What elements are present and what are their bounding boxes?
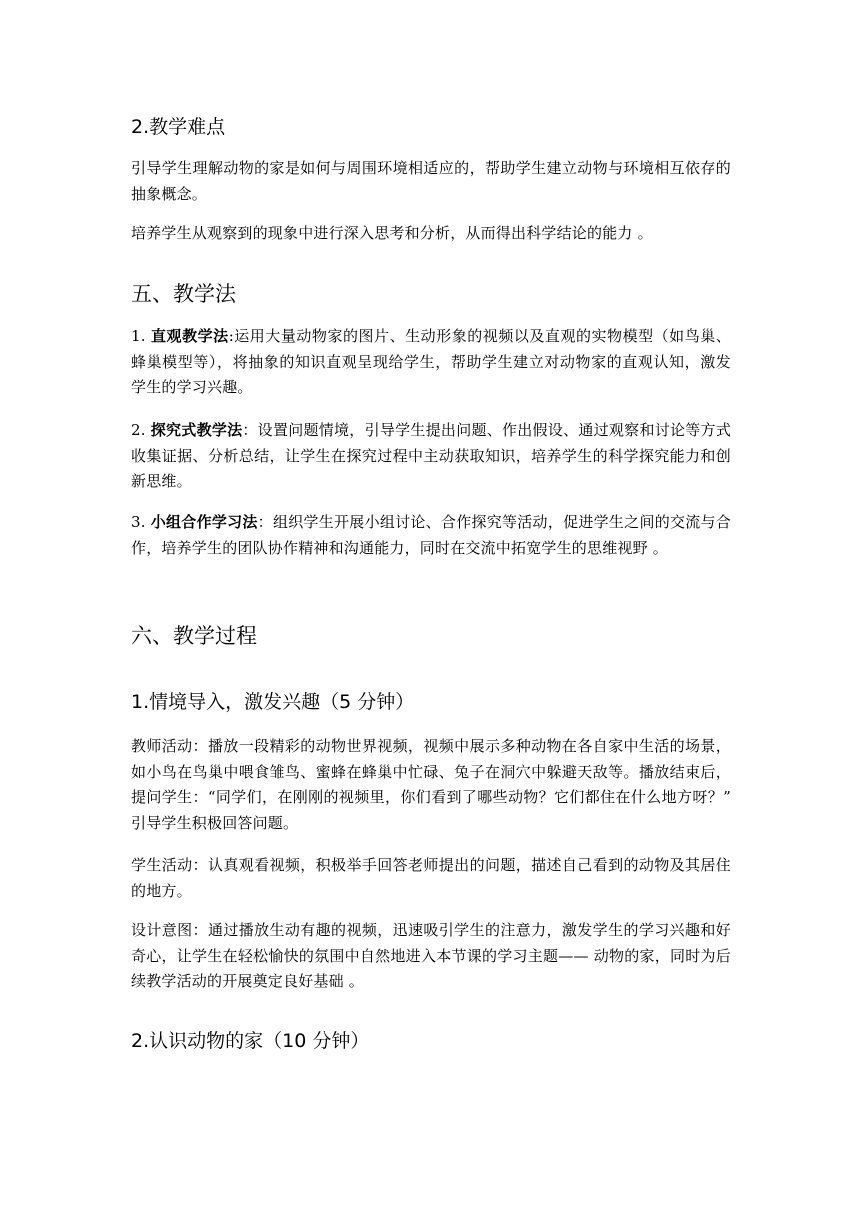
method-item-3-text: ：组织学生开展小组讨论、合作探究等活动，促进学生之间的交流与合作，培养学生的团队协作精神和沟通能力，同时在交流中拓宽学生的思维视野 。 (131, 513, 731, 557)
method-item-1 (131, 324, 731, 401)
method-item-2-term: 探究式教学法 (150, 421, 243, 439)
method-item-2 (131, 418, 731, 495)
step1-design-intent: 设计意图：通过播放生动有趣的视频，迅速吸引学生的注意力，激发学生的学习兴趣和好奇心，让学生在轻松愉快的氛围中自然地进入本节课的学习主题—— 动物的家，同时为后续教学活动的开展奠定良好基础 。 (131, 921, 731, 990)
difficulty-paragraph-1: 引导学生理解动物的家是如何与周围环境相适应的，帮助学生建立动物与环境相互依存的抽象概念。 (131, 159, 731, 203)
difficulty-paragraph-2: 培养学生从观察到的现象中进行深入思考和分析，从而得出科学结论的能力 。 (131, 224, 653, 242)
method-item-1-term: 直观教学法 (151, 327, 229, 345)
method-item-3-term: 小组合作学习法 (150, 513, 258, 531)
method-item-1-text: :运用大量动物家的图片、生动形象的视频以及直观的实物模型（如鸟巢、蜂巢模型等），将抽象的知识直观呈现给学生，帮助学生建立对动物家的直观认知，激发学生的学习兴趣。 (131, 327, 731, 396)
section-heading-process: 六、教学过程 (131, 624, 257, 648)
method-item-2-number: 2. (131, 421, 151, 439)
step1-teacher-activity: 教师活动：播放一段精彩的动物世界视频，视频中展示多种动物在各自家中生活的场景，如小鸟在鸟巢中喂食雏鸟、蜜蜂在蜂巢中忙碌、兔子在洞穴中躲避天敌等。播放结束后，提问学生：“同学们，在刚刚的视频里，你们看到了哪些动物？它们都住在什么地方呀？” 引导学生积极回答问题。 (131, 737, 731, 832)
section-heading-methods: 五、教学法 (131, 282, 236, 306)
method-item-2-text: ：设置问题情境，引导学生提出问题、作出假设、通过观察和讨论等方式收集证据、分析总结，让学生在探究过程中主动获取知识，培养学生的科学探究能力和创新思维。 (131, 421, 732, 490)
method-item-3 (131, 510, 731, 561)
step1-student-activity: 学生活动：认真观看视频，积极举手回答老师提出的问题，描述自己看到的动物及其居住的地方。 (131, 856, 731, 900)
section-heading-difficulty: 2.教学难点 (131, 116, 226, 138)
method-item-1-number: 1. (131, 327, 152, 345)
step2-heading: 2.认识动物的家（10 分钟） (131, 1030, 370, 1052)
step1-heading: 1.情境导入，激发兴趣（5 分钟） (131, 691, 415, 713)
method-item-3-number: 3. (131, 513, 151, 531)
